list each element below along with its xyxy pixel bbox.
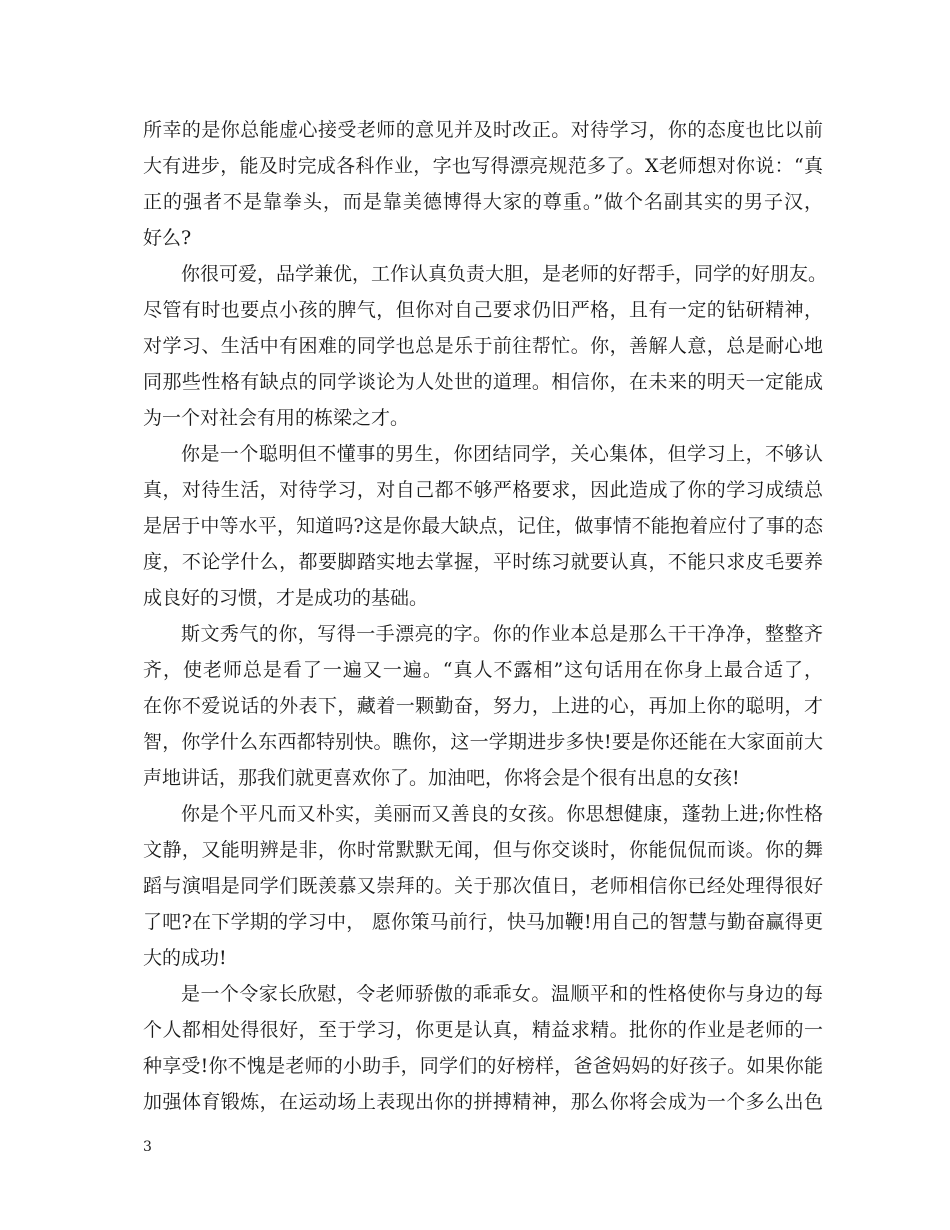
text-line: 尽管有时也要点小孩的脾气，但你对自己要求仍旧严格，且有一定的钻研精神，	[143, 299, 823, 321]
text-line: 斯文秀气的你，写得一手漂亮的字。你的作业本总是那么干干净净，整整齐	[181, 623, 823, 645]
page-number: 3	[143, 1139, 152, 1155]
text-line: 是一个令家长欣慰，令老师骄傲的乖乖女。温顺平和的性格使你与身边的每	[181, 983, 823, 1005]
text-line: 在你不爱说话的外表下，藏着一颗勤奋，努力，上进的心，再加上你的聪明，才	[143, 695, 823, 717]
text-line: 好么?	[143, 227, 192, 249]
text-line: 齐，使老师总是看了一遍又一遍。“真人不露相”这句话用在你身上最合适了，	[143, 659, 823, 681]
text-line: 加强体育锻炼，在运动场上表现出你的拼搏精神，那么你将会成为一个多么出色	[143, 1091, 823, 1113]
text-line: 度，不论学什么，都要脚踏实地去掌握，平时练习就要认真，不能只求皮毛要养	[143, 551, 823, 573]
text-line: 是居于中等水平，知道吗?这是你最大缺点，记住，做事情不能抱着应付了事的态	[143, 515, 823, 537]
text-line: 成良好的习惯，才是成功的基础。	[143, 587, 429, 609]
text-line: 正的强者不是靠拳头，而是靠美德博得大家的尊重。”做个名副其实的男子汉，	[143, 191, 823, 213]
text-line: 个人都相处得很好，至于学习，你更是认真，精益求精。批你的作业是老师的一	[143, 1019, 823, 1041]
text-line: 真，对待生活，对待学习，对自己都不够严格要求，因此造成了你的学习成绩总	[143, 479, 823, 501]
text-line: 大有进步，能及时完成各科作业，字也写得漂亮规范多了。X老师想对你说：“真	[143, 155, 823, 177]
body-text	[143, 112, 828, 1120]
text-line: 文静，又能明辨是非，你时常默默无闻，但与你交谈时，你能侃侃而谈。你的舞	[143, 839, 823, 861]
text-line: 智，你学什么东西都特别快。瞧你，这一学期进步多快!要是你还能在大家面前大	[143, 731, 823, 753]
text-line: 你很可爱，品学兼优，工作认真负责大胆，是老师的好帮手，同学的好朋友。	[181, 263, 828, 285]
text-line: 大的成功!	[143, 947, 227, 969]
text-line: 种享受!你不愧是老师的小助手，同学们的好榜样，爸爸妈妈的好孩子。如果你能	[143, 1055, 823, 1077]
text-line: 了吧?在下学期的学习中， 愿你策马前行，快马加鞭!用自己的智慧与勤奋赢得更	[143, 911, 823, 933]
text-line: 为一个对社会有用的栋梁之才。	[143, 407, 410, 429]
text-line: 所幸的是你总能虚心接受老师的意见并及时改正。对待学习，你的态度也比以前	[143, 119, 823, 141]
text-line: 蹈与演唱是同学们既羡慕又崇拜的。关于那次值日，老师相信你已经处理得很好	[143, 875, 823, 897]
text-line: 你是一个聪明但不懂事的男生，你团结同学，关心集体，但学习上，不够认	[181, 443, 823, 465]
text-line: 同那些性格有缺点的同学谈论为人处世的道理。相信你，在未来的明天一定能成	[143, 371, 823, 393]
text-line: 声地讲话，那我们就更喜欢你了。加油吧，你将会是个很有出息的女孩!	[143, 767, 740, 789]
text-line: 对学习、生活中有困难的同学也总是乐于前往帮忙。你，善解人意，总是耐心地	[143, 335, 823, 357]
text-line: 你是个平凡而又朴实，美丽而又善良的女孩。你思想健康，蓬勃上进;你性格	[181, 803, 823, 825]
